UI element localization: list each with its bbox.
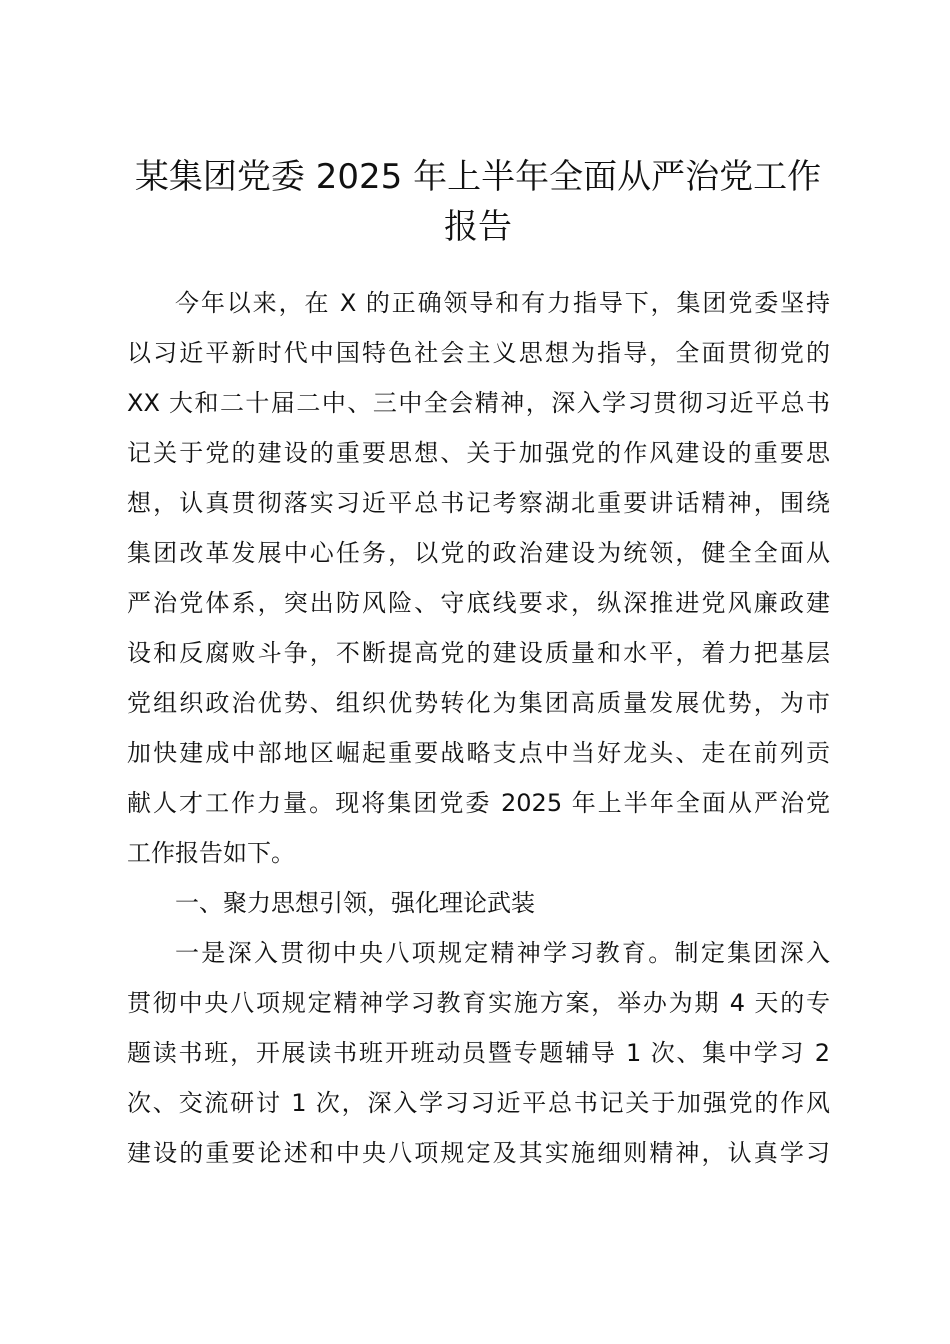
paragraph-line: 次、交流研讨 1 次，深入学习习近平总书记关于加强党的作风 xyxy=(127,1089,830,1117)
paragraph-line: 建设的重要论述和中央八项规定及其实施细则精神，认真学习 xyxy=(127,1139,830,1167)
paragraph-line: 题读书班，开展读书班开班动员暨专题辅导 1 次、集中学习 2 xyxy=(127,1039,830,1067)
paragraph-line: 以习近平新时代中国特色社会主义思想为指导，全面贯彻党的 xyxy=(127,339,830,367)
paragraph-line: 严治党体系，突出防风险、守底线要求，纵深推进党风廉政建 xyxy=(127,589,830,617)
document-body xyxy=(127,278,830,1178)
paragraph-line: 贯彻中央八项规定精神学习教育实施方案，举办为期 4 天的专 xyxy=(127,989,830,1017)
paragraph-line: 今年以来，在 X 的正确领导和有力指导下，集团党委坚持 xyxy=(175,289,830,317)
intro-paragraph xyxy=(127,278,830,878)
title-line-1: 某集团党委 2025 年上半年全面从严治党工作 xyxy=(134,157,822,197)
paragraph-line: 加快建成中部地区崛起重要战略支点中当好龙头、走在前列贡 xyxy=(127,739,830,767)
paragraph-line: 想，认真贯彻落实习近平总书记考察湖北重要讲话精神，围绕 xyxy=(127,489,830,517)
paragraph-line: 集团改革发展中心任务，以党的政治建设为统领，健全全面从 xyxy=(127,539,830,567)
paragraph-line: 设和反腐败斗争，不断提高党的建设质量和水平，着力把基层 xyxy=(127,639,830,667)
paragraph-line: 一是深入贯彻中央八项规定精神学习教育。制定集团深入 xyxy=(175,939,830,967)
paragraph-line: 工作报告如下。 xyxy=(127,839,295,867)
title-line-2: 报告 xyxy=(444,207,512,247)
document-title xyxy=(118,152,838,252)
paragraph-line: 献人才工作力量。现将集团党委 2025 年上半年全面从严治党 xyxy=(127,789,830,817)
paragraph-line: XX 大和二十届二中、三中全会精神，深入学习贯彻习近平总书 xyxy=(127,389,830,417)
section-paragraph xyxy=(127,928,830,1178)
paragraph-line: 记关于党的建设的重要思想、关于加强党的作风建设的重要思 xyxy=(127,439,830,467)
section-heading: 一、聚力思想引领，强化理论武装 xyxy=(175,889,535,917)
paragraph-line: 党组织政治优势、组织优势转化为集团高质量发展优势，为市 xyxy=(127,689,830,717)
